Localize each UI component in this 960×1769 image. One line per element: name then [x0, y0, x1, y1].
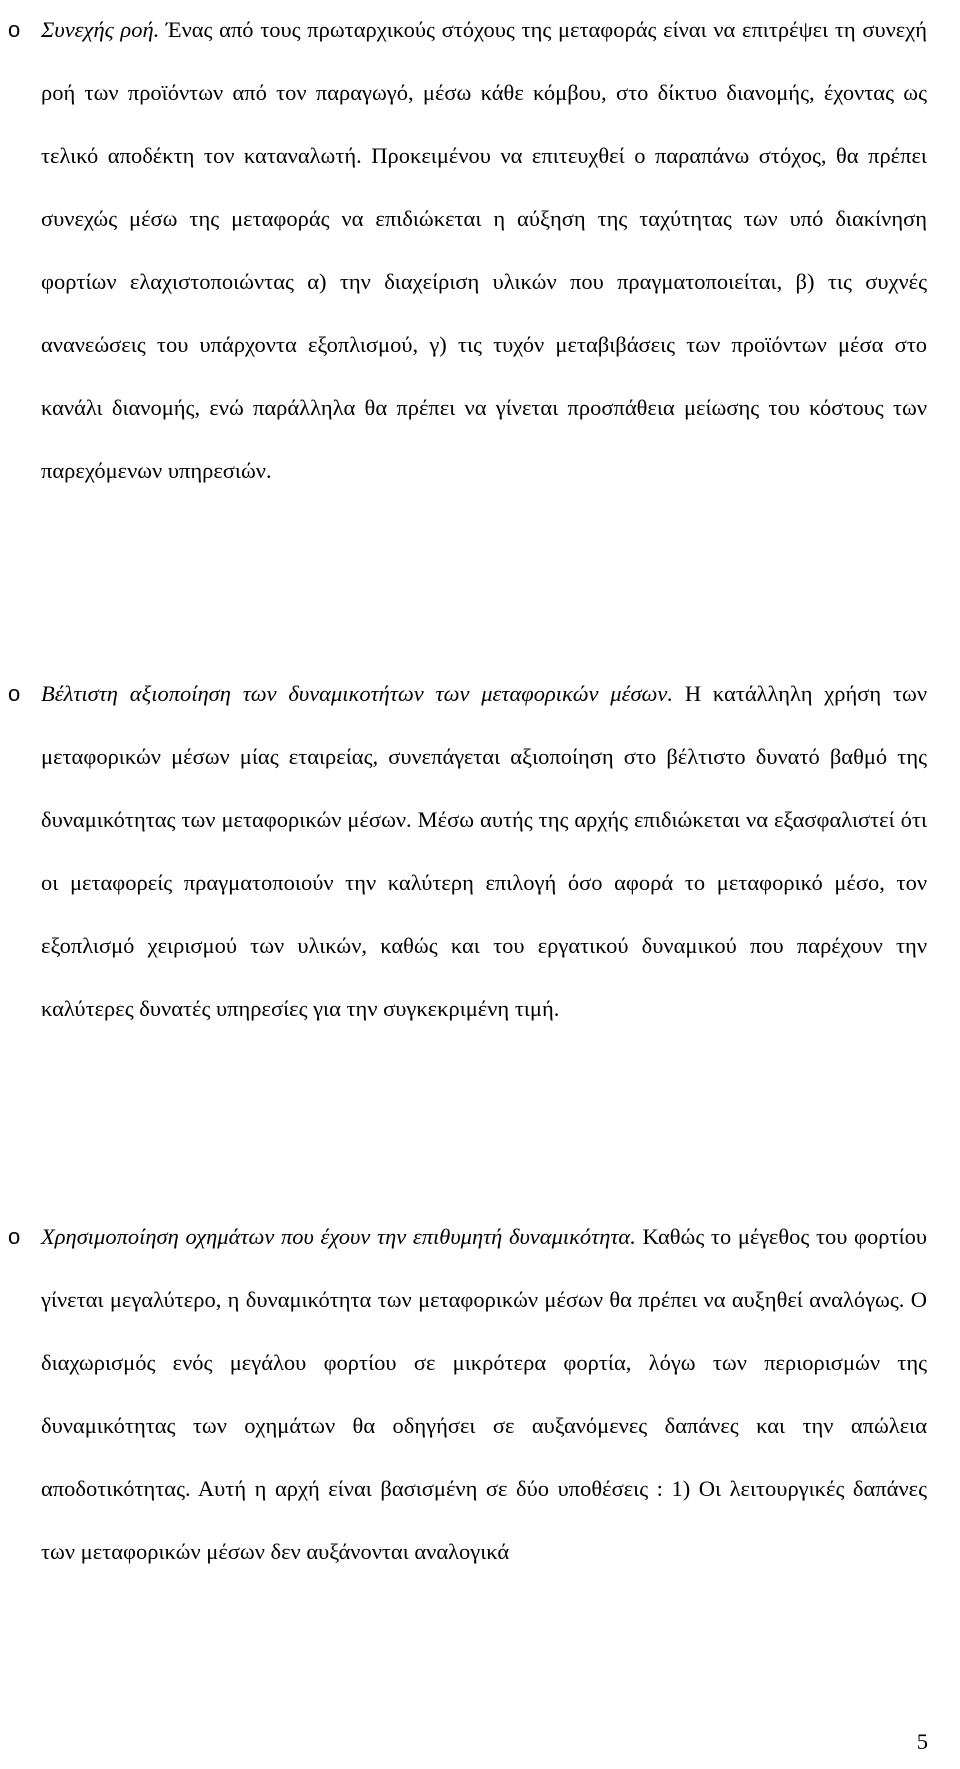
bullet-marker: o	[8, 17, 21, 42]
list-item-continuous-flow	[8, 0, 928, 502]
item-body: Καθώς το μέγεθος του φορτίου γίνεται μεγαλύτερο, η δυναμικότητα των μεταφορικών μέσων θα πρέπει να αυξηθεί αναλόγως. Ο διαχωρισμός ενός μεγάλου φορτίου σε μικρότερα φορτία, λόγω των περιορισμών της δυναμικότητας των οχημάτων θα οδηγήσει σε αυξανόμενες δαπάνες και την απώλεια αποδοτικότητας. Αυτή η αρχή είναι βασισμένη σε δύο υποθέσεις : 1) Οι λειτουργικές δαπάνες των μεταφορικών μέσων δεν αυξάνονται αναλογικά	[41, 1224, 928, 1564]
list-item-optimal-capacity-use	[8, 662, 927, 1040]
item-title: Χρησιμοποίηση οχημάτων που έχουν την επιθυμητή δυναμικότητα.	[41, 1224, 636, 1249]
item-body: Η κατάλληλη χρήση των μεταφορικών μέσων μίας εταιρείας, συνεπάγεται αξιοποίηση στο βέλτιστο δυνατό βαθμό της δυναμικότητας των μεταφορικών μέσων. Μέσω αυτής της αρχής επιδιώκεται να εξασφαλιστεί ότι οι μεταφορείς πραγματοποιούν την καλύτερη επιλογή όσο αφορά το μεταφορικό μέσο, τον εξοπλισμό χειρισμού των υλικών, καθώς και του εργατικού δυναμικού που παρέχουν την καλύτερες δυνατές υπηρεσίες για την συγκεκριμένη τιμή.	[41, 681, 927, 1021]
item-body: Ένας από τους πρωταρχικούς στόχους της μεταφοράς είναι να επιτρέψει τη συνεχή ροή των προϊόντων από τον παραγωγό, μέσω κάθε κόμβου, στο δίκτυο διανομής, έχοντας ως τελικό αποδέκτη τον καταναλωτή. Προκειμένου να επιτευχθεί ο παραπάνω στόχος, θα πρέπει συνεχώς μέσω της μεταφοράς να επιδιώκεται η αύξηση της ταχύτητας των υπό διακίνηση φορτίων ελαχιστοποιώντας α) την διαχείριση υλικών που πραγματοποιείται, β) τις συχνές ανανεώσεις του υπάρχοντα εξοπλισμού, γ) τις τυχόν μεταβιβάσεις των προϊόντων μέσα στο κανάλι διανομής, ενώ παράλληλα θα πρέπει να γίνεται προσπάθεια μείωσης του κόστους των παρεχόμενων υπηρεσιών.	[41, 17, 928, 483]
item-title: Συνεχής ροή.	[41, 17, 160, 42]
bullet-marker: o	[8, 1224, 21, 1249]
page-number: 5	[916, 1729, 928, 1754]
list-item-vehicle-capacity	[8, 1205, 928, 1583]
bullet-marker: o	[8, 681, 21, 706]
item-title: Βέλτιστη αξιοποίηση των δυναμικοτήτων των μεταφορικών μέσων.	[41, 681, 674, 706]
